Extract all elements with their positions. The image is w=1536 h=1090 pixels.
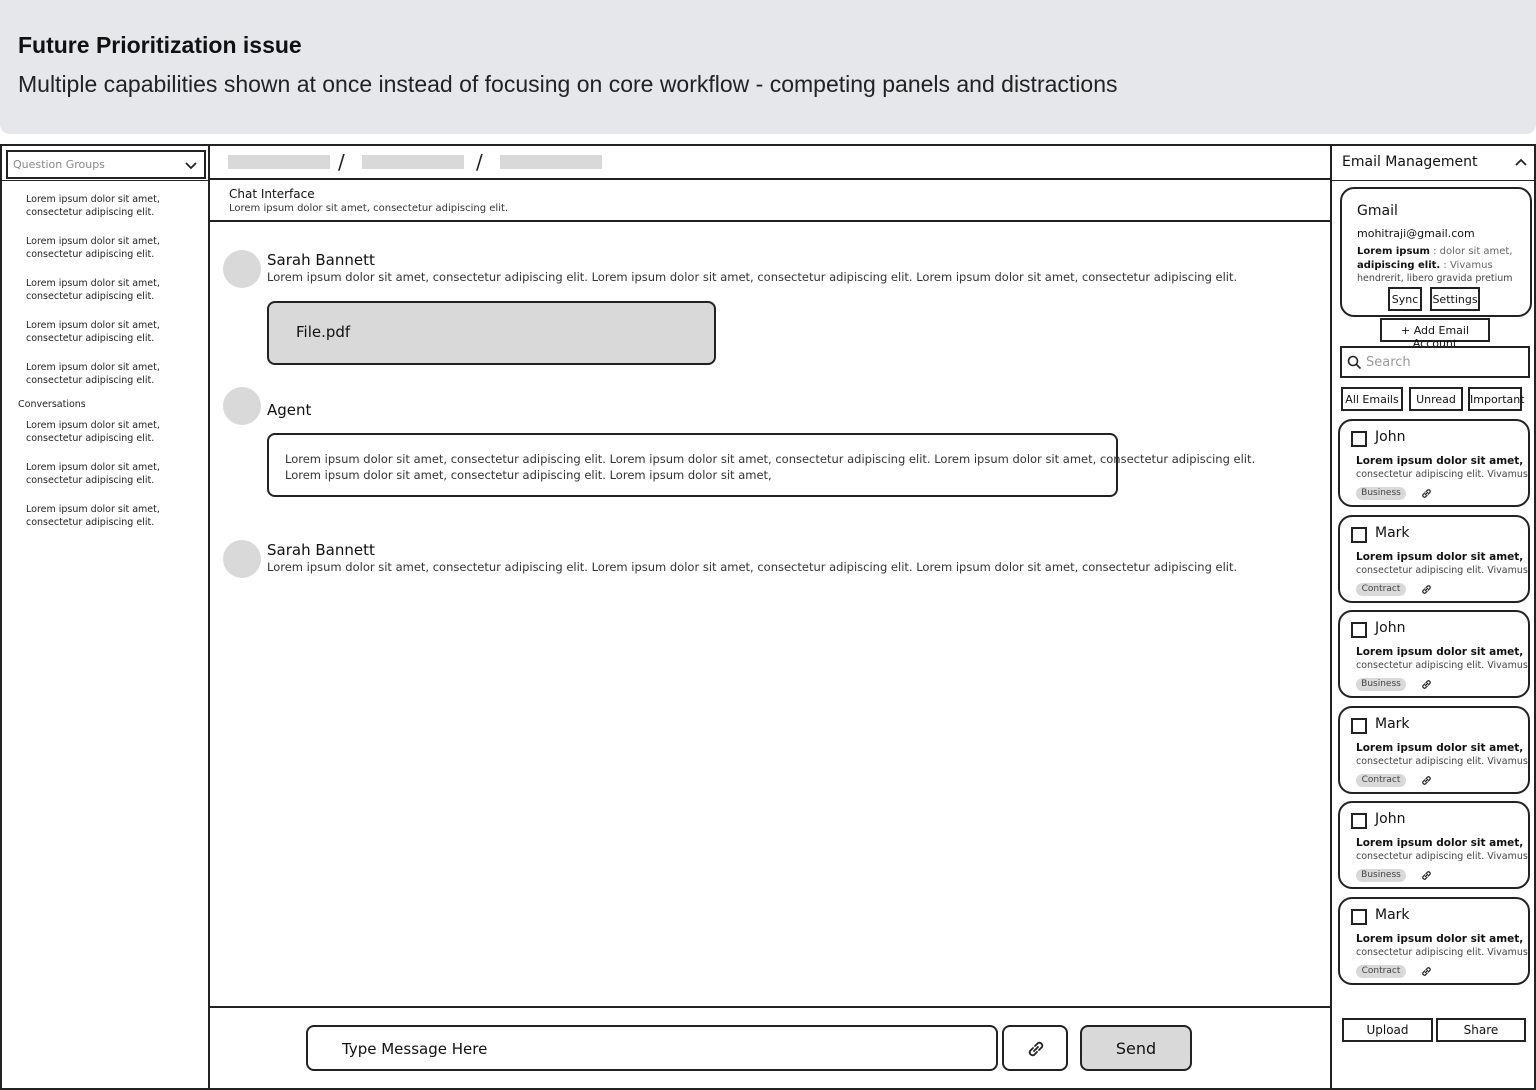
send-button[interactable]: Send	[1080, 1025, 1192, 1071]
conversation-item[interactable]: Lorem ipsum dolor sit amet, consectetur adipiscing elit.	[26, 504, 160, 528]
email-preview: consectetur adipiscing elit. Vivamus	[1356, 565, 1528, 576]
breadcrumb-item[interactable]	[500, 155, 602, 169]
email-tag: Contract	[1356, 583, 1406, 596]
email-preview: consectetur adipiscing elit. Vivamus	[1356, 756, 1528, 767]
email-preview: consectetur adipiscing elit. Vivamus	[1356, 947, 1528, 958]
email-card[interactable]	[1338, 801, 1530, 889]
question-groups-placeholder: Question Groups	[13, 158, 105, 171]
email-tag: Business	[1356, 869, 1406, 882]
question-group-item[interactable]: Lorem ipsum dolor sit amet, consectetur adipiscing elit.	[26, 236, 160, 260]
message-sender: Sarah Bannett	[267, 251, 375, 269]
chat-header	[210, 180, 1330, 222]
banner-subtitle: Multiple capabilities shown at once instead of focusing on core workflow - competing panels and distractions	[18, 71, 1118, 97]
avatar	[223, 387, 261, 425]
add-email-account-button[interactable]: + Add Email Account	[1380, 318, 1490, 342]
avatar	[223, 250, 261, 288]
file-name: File.pdf	[296, 323, 351, 341]
left-sidebar	[2, 146, 210, 1090]
email-checkbox[interactable]	[1351, 431, 1367, 447]
email-tag: Business	[1356, 487, 1406, 500]
file-attachment[interactable]	[267, 301, 716, 365]
avatar	[223, 540, 261, 578]
sync-button[interactable]: Sync	[1388, 287, 1422, 311]
question-group-item[interactable]: Lorem ipsum dolor sit amet, consectetur adipiscing elit.	[26, 194, 160, 218]
filter-unread[interactable]: Unread	[1409, 387, 1463, 411]
email-subject: Lorem ipsum dolor sit amet,	[1356, 455, 1524, 467]
email-subject: Lorem ipsum dolor sit amet,	[1356, 551, 1524, 563]
message-text: Lorem ipsum dolor sit amet, consectetur adipiscing elit. Lorem ipsum dolor sit amet, consectetur adipiscing elit. Lorem ipsum dolor sit amet, consectetur adipiscing elit.	[267, 560, 1238, 574]
link-icon[interactable]	[1420, 869, 1433, 882]
email-checkbox[interactable]	[1351, 909, 1367, 925]
account-detail: adipiscing elit. : Vivamus	[1357, 260, 1493, 271]
account-detail: hendrerit, libero gravida pretium	[1357, 273, 1513, 284]
email-preview: consectetur adipiscing elit. Vivamus	[1356, 851, 1528, 862]
email-sender: Mark	[1375, 525, 1410, 541]
question-group-item[interactable]: Lorem ipsum dolor sit amet, consectetur adipiscing elit.	[26, 320, 160, 344]
email-sender: John	[1375, 620, 1406, 636]
message-sender: Sarah Bannett	[267, 541, 375, 559]
email-sender: John	[1375, 429, 1406, 445]
email-subject: Lorem ipsum dolor sit amet,	[1356, 646, 1524, 658]
message-text: Lorem ipsum dolor sit amet, consectetur adipiscing elit. Lorem ipsum dolor sit amet,	[285, 468, 772, 482]
account-email: mohitraji@gmail.com	[1357, 227, 1475, 240]
link-icon[interactable]	[1420, 583, 1433, 596]
question-groups-select[interactable]	[6, 150, 206, 179]
email-subject: Lorem ipsum dolor sit amet,	[1356, 933, 1524, 945]
breadcrumb	[210, 146, 1330, 180]
email-card[interactable]	[1338, 897, 1530, 985]
banner-title: Future Prioritization issue	[18, 32, 302, 58]
breadcrumb-separator: /	[338, 150, 345, 174]
settings-button[interactable]: Settings	[1430, 287, 1480, 311]
email-preview: consectetur adipiscing elit. Vivamus	[1356, 660, 1528, 671]
email-sender: John	[1375, 811, 1406, 827]
message-input[interactable]: Type Message Here	[306, 1025, 998, 1071]
question-group-item[interactable]: Lorem ipsum dolor sit amet, consectetur adipiscing elit.	[26, 362, 160, 386]
email-subject: Lorem ipsum dolor sit amet,	[1356, 837, 1524, 849]
breadcrumb-item[interactable]	[228, 155, 330, 169]
email-checkbox[interactable]	[1351, 622, 1367, 638]
message-sender: Agent	[267, 401, 312, 419]
link-icon[interactable]	[1420, 774, 1433, 787]
message-text: Lorem ipsum dolor sit amet, consectetur adipiscing elit. Lorem ipsum dolor sit amet, consectetur adipiscing elit. Lorem ipsum dolor sit amet, consectetur adipiscing elit.	[267, 270, 1238, 284]
attach-button[interactable]	[1002, 1025, 1068, 1071]
filter-important[interactable]: Important	[1468, 387, 1522, 411]
chat-panel	[210, 146, 1330, 1090]
issue-banner	[0, 0, 1536, 134]
search-icon	[1347, 355, 1362, 370]
email-tag: Contract	[1356, 774, 1406, 787]
email-sender: Mark	[1375, 716, 1410, 732]
account-card	[1340, 187, 1532, 317]
email-card[interactable]	[1338, 419, 1530, 507]
chat-title: Chat Interface	[229, 187, 315, 201]
filter-all-emails[interactable]: All Emails	[1341, 387, 1403, 411]
sidebar-divider	[2, 180, 208, 181]
link-icon[interactable]	[1420, 487, 1433, 500]
breadcrumb-item[interactable]	[362, 155, 464, 169]
link-icon	[1025, 1038, 1047, 1060]
link-icon[interactable]	[1420, 678, 1433, 691]
email-subject: Lorem ipsum dolor sit amet,	[1356, 742, 1524, 754]
email-tag: Business	[1356, 678, 1406, 691]
email-tag: Contract	[1356, 965, 1406, 978]
email-sender: Mark	[1375, 907, 1410, 923]
message-text: Lorem ipsum dolor sit amet, consectetur adipiscing elit. Lorem ipsum dolor sit amet, consectetur adipiscing elit. Lorem ipsum dolor sit amet, consectetur adipiscing elit.	[285, 452, 1256, 466]
email-card[interactable]	[1338, 706, 1530, 794]
email-checkbox[interactable]	[1351, 718, 1367, 734]
chevron-up-icon[interactable]	[1514, 156, 1528, 170]
email-checkbox[interactable]	[1351, 527, 1367, 543]
conversation-item[interactable]: Lorem ipsum dolor sit amet, consectetur adipiscing elit.	[26, 462, 160, 486]
question-group-item[interactable]: Lorem ipsum dolor sit amet, consectetur adipiscing elit.	[26, 278, 160, 302]
email-card[interactable]	[1338, 515, 1530, 603]
share-button[interactable]: Share	[1436, 1018, 1526, 1042]
search-input[interactable]	[1340, 346, 1530, 378]
email-checkbox[interactable]	[1351, 813, 1367, 829]
link-icon[interactable]	[1420, 965, 1433, 978]
email-management-panel	[1330, 146, 1536, 1090]
account-name: Gmail	[1357, 203, 1398, 219]
chat-description: Lorem ipsum dolor sit amet, consectetur adipiscing elit.	[229, 203, 509, 214]
message-composer	[210, 1006, 1330, 1090]
panel-title: Email Management	[1342, 154, 1478, 170]
search-placeholder: Search	[1366, 355, 1411, 370]
email-card[interactable]	[1338, 610, 1530, 698]
conversations-heading: Conversations	[18, 399, 86, 410]
account-detail: Lorem ipsum : dolor sit amet,	[1357, 246, 1513, 257]
chevron-down-icon	[184, 158, 198, 172]
upload-button[interactable]: Upload	[1342, 1018, 1433, 1042]
breadcrumb-separator: /	[476, 150, 483, 174]
agent-message-bubble	[267, 433, 1256, 497]
email-preview: consectetur adipiscing elit. Vivamus	[1356, 469, 1528, 480]
conversation-item[interactable]: Lorem ipsum dolor sit amet, consectetur adipiscing elit.	[26, 420, 160, 444]
panel-divider	[1332, 180, 1536, 181]
app-window	[0, 144, 1536, 1090]
